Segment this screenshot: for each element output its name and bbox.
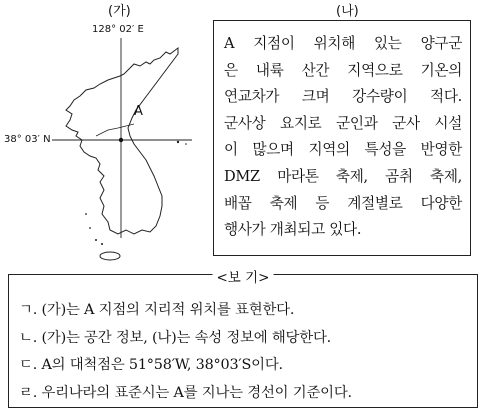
bogi-item-ra: ㄹ. 우리나라의 표준시는 A를 지나는 경선이 기준이다. [19,384,352,401]
point-a-label: A [134,104,143,119]
korea-map [0,18,212,280]
small-island [89,227,91,229]
bogi-box [8,270,478,408]
description-line: DMZ 마라톤 축제, 곰취 축제, [224,167,462,185]
description-line: 군사상 요지로 군인과 군사 시설 [224,114,462,132]
description-line: 배꼽 축제 등 계절별로 다양한 [224,194,462,212]
description-line: A 지점이 위치해 있는 양구군 [224,35,462,52]
figure-label-na: (나) [336,4,359,19]
small-island [101,243,103,245]
description-line: 은 내륙 산간 지역으로 기온의 [224,61,462,79]
description-box [213,20,471,256]
bogi-item-da: ㄷ. A의 대척점은 51°58′W, 38°03′S이다. [19,357,283,373]
bogi-item-ga: ㄱ. (가)는 A 지점의 지리적 위치를 표현한다. [19,302,295,318]
point-a-marker [119,138,123,142]
longitude-label: 128° 02′ E [92,24,144,35]
small-island [85,213,87,215]
latitude-label: 38° 03′ N [4,134,51,145]
bogi-title: <보 기> [213,266,274,286]
ulleung-island [177,141,179,143]
figure-label-ga: (가) [108,4,131,19]
description-line: 연교차가 크며 강수량이 적다. [224,88,462,106]
bogi-list [19,297,469,407]
jeju-island [100,252,120,260]
bogi-item-na: ㄴ. (가)는 공간 정보, (나)는 속성 정보에 해당한다. [19,329,332,346]
dokdo-island [185,143,187,145]
korea-map-drawing [0,18,212,280]
description-line: 행사가 개최되고 있다. [224,221,362,239]
small-island [95,239,97,241]
description-line: 이 많으며 지역의 특성을 반영한 [224,141,462,159]
